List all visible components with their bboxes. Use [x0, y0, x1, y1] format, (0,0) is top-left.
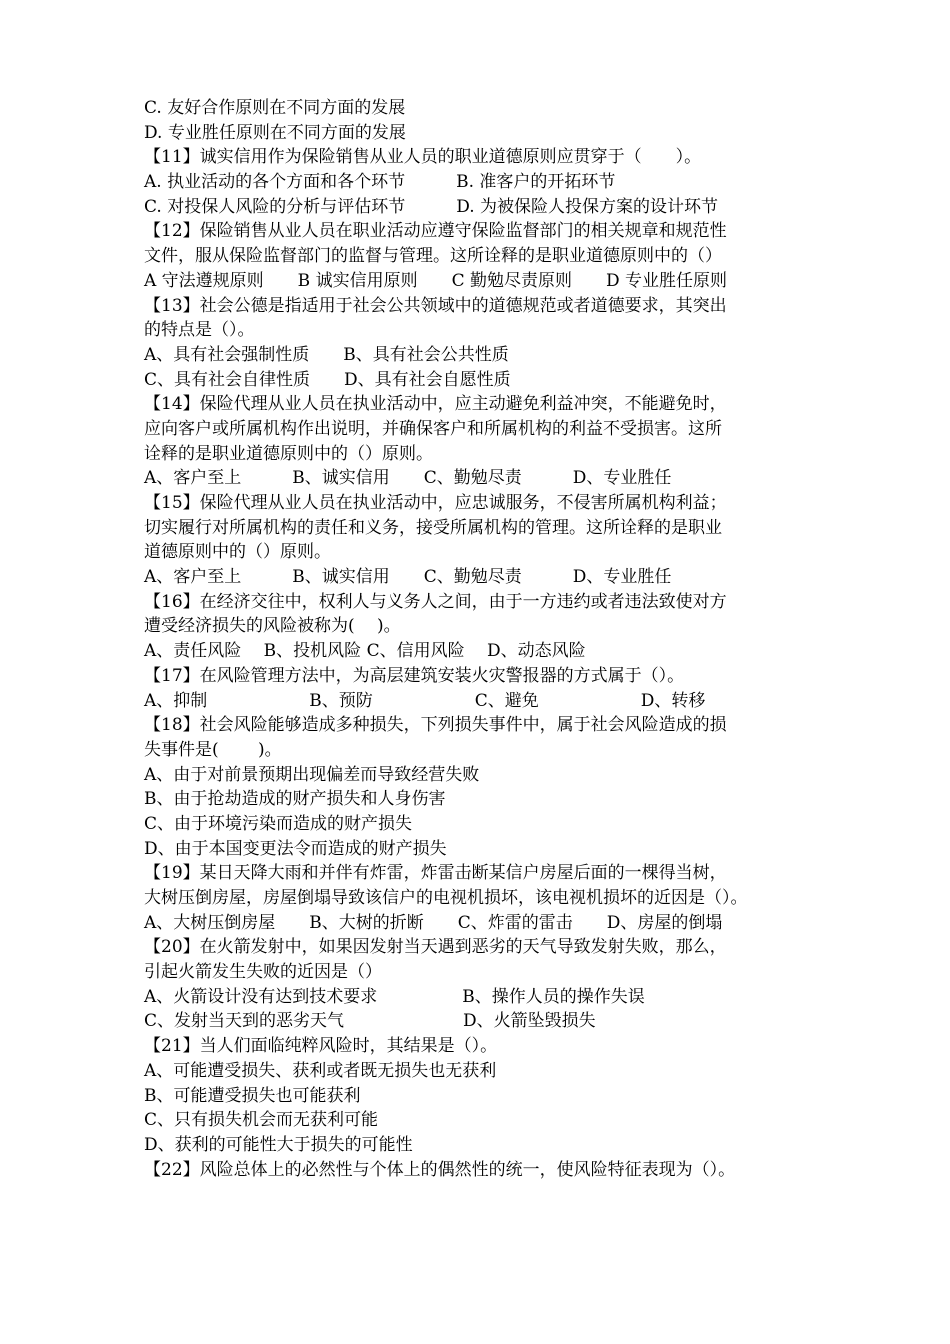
question-21-stem: 【21】当人们面临纯粹风险时，其结果是（）。 [144, 1036, 498, 1057]
question-11-options: A. 执业活动的各个方面和各个环节 B. 准客户的开拓环节 [144, 172, 616, 193]
document-page [144, 96, 814, 1182]
question-14-options: A、客户至上 B、诚实信用 C、勤勉尽责 D、专业胜任 [144, 468, 672, 489]
question-20-stem: 【20】在火箭发射中，如果因发射当天遇到恶劣的天气导致发射失败，那么， [144, 937, 727, 958]
question-17-stem: 【17】在风险管理方法中，为高层建筑安装火灾警报器的方式属于（）。 [144, 665, 685, 686]
question-18-option: D、由于本国变更法令而造成的财产损失 [144, 838, 447, 859]
text-line: C. 友好合作原则在不同方面的发展 [144, 98, 406, 118]
question-12-stem: 【12】保险销售从业人员在职业活动应遵守保险监督部门的相关规章和规范性 [144, 221, 727, 242]
text-line: D. 专业胜任原则在不同方面的发展 [144, 122, 406, 143]
question-15-stem: 【15】保险代理从业人员在执业活动中，应忠诚服务，不侵害所属机构利益； [144, 493, 727, 513]
question-20-options: A、火箭设计没有达到技术要求 B、操作人员的操作失误 [144, 986, 645, 1007]
question-19-stem: 【19】某日天降大雨和并伴有炸雷，炸雷击断某信户房屋后面的一棵得当树， [144, 863, 727, 884]
question-13-options: C、具有社会自律性质 D、具有社会自愿性质 [144, 369, 511, 390]
question-21-option: D、获利的可能性大于损失的可能性 [144, 1134, 413, 1155]
question-18-option: C、由于环境污染而造成的财产损失 [144, 813, 413, 834]
question-20-options: C、发射当天到的恶劣天气 D、火箭坠毁损失 [144, 1011, 596, 1032]
question-22-stem: 【22】风险总体上的必然性与个体上的偶然性的统一，使风险特征表现为（）。 [144, 1159, 736, 1180]
question-20-stem: 引起火箭发生失败的近因是（） [144, 962, 382, 983]
question-21-option: C、只有损失机会而无获利可能 [144, 1110, 379, 1131]
question-21-option: A、可能遭受损失、获利或者既无损失也无获利 [144, 1060, 497, 1081]
question-15-options: A、客户至上 B、诚实信用 C、勤勉尽责 D、专业胜任 [144, 567, 672, 588]
question-14-stem: 应向客户或所属机构作出说明，并确保客户和所属机构的利益不受损害。这所 [144, 418, 722, 439]
question-13-stem: 【13】社会公德是指适用于社会公共领域中的道德规范或者道德要求，其突出 [144, 295, 727, 316]
question-16-stem: 遭受经济损失的风险被称为( )。 [144, 616, 401, 637]
question-15-stem: 道德原则中的（）原则。 [144, 542, 331, 563]
question-11-stem: 【11】诚实信用作为保险销售从业人员的职业道德原则应贯穿于（ ）。 [144, 147, 702, 168]
question-12-stem: 文件，服从保险监督部门的监督与管理。这所诠释的是职业道德原则中的（） [144, 246, 722, 267]
question-13-stem: 的特点是（）。 [144, 320, 255, 341]
question-18-stem: 【18】社会风险能够造成多种损失，下列损失事件中，属于社会风险造成的损 [144, 715, 727, 736]
question-11-options: C. 对投保人风险的分析与评估环节 D. 为被保险人投保方案的设计环节 [144, 196, 719, 217]
question-14-stem: 【14】保险代理从业人员在执业活动中，应主动避免利益冲突，不能避免时， [144, 394, 727, 415]
question-15-stem: 切实履行对所属机构的责任和义务，接受所属机构的管理。这所诠释的是职业 [144, 517, 722, 538]
question-16-options: A、责任风险 B、投机风险 C、信用风险 D、动态风险 [144, 641, 586, 662]
question-12-options: A 守法遵规原则 B 诚实信用原则 C 勤勉尽责原则 D 专业胜任原则 [144, 270, 728, 291]
question-19-options: A、大树压倒房屋 B、大树的折断 C、炸雷的雷击 D、房屋的倒塌 [144, 912, 723, 933]
question-18-option: A、由于对前景预期出现偏差而导致经营失败 [144, 764, 480, 785]
question-16-stem: 【16】在经济交往中，权利人与义务人之间，由于一方违约或者违法致使对方 [144, 591, 727, 612]
question-21-option: B、可能遭受损失也可能获利 [144, 1085, 361, 1106]
question-19-stem: 大树压倒房屋，房屋倒塌导致该信户的电视机损坏，该电视机损坏的近因是（）。 [144, 888, 748, 908]
question-18-option: B、由于抢劫造成的财产损失和人身伤害 [144, 789, 446, 810]
question-18-stem: 失事件是( )。 [144, 739, 282, 760]
question-17-options: A、抑制 B、预防 C、避免 D、转移 [144, 690, 706, 711]
question-14-stem: 诠释的是职业道德原则中的（）原则。 [144, 443, 433, 464]
question-13-options: A、具有社会强制性质 B、具有社会公共性质 [144, 344, 509, 365]
